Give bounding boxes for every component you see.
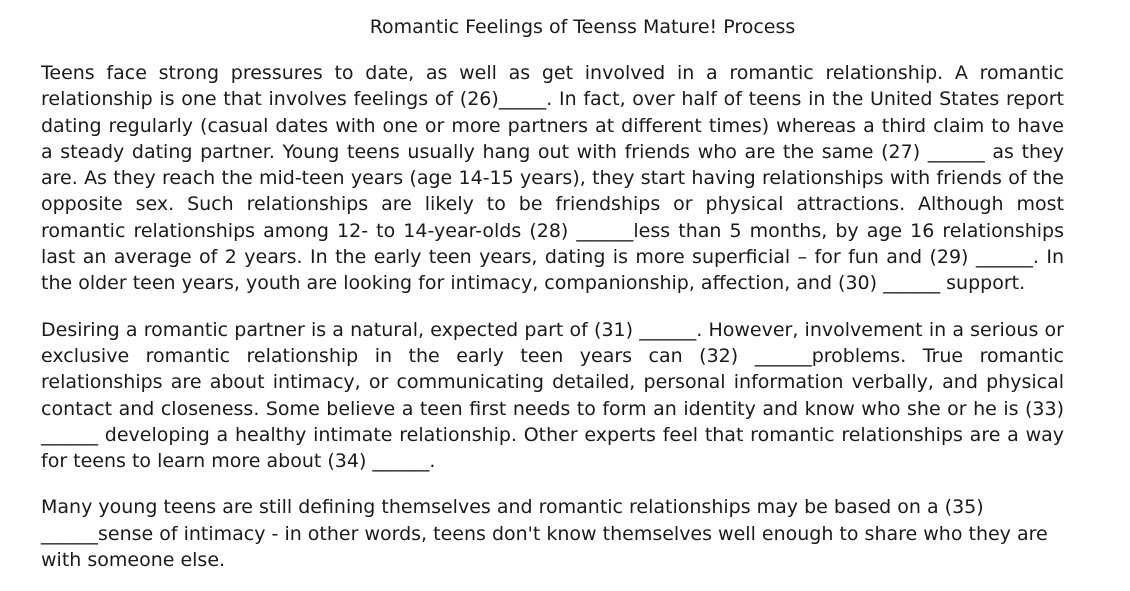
paragraph-3: Many young teens are still defining themselves and romantic relationships may be based on a (35) ______sense of intimacy - in other words, teens don't know themselves well enough to share who they are with someone else. <box>41 496 1048 572</box>
document-title: Romantic Feelings of Teenss Mature! Process <box>369 16 796 38</box>
paragraph-2: Desiring a romantic partner is a natural, expected part of (31) ______. However, involvement in a serious or exclusive romantic relationship in the early teen years can (32) ______problems. True romantic relationships are about intimacy, or communicating detailed, personal information verbally, and physical contact and closeness. Some believe a teen first needs to form an identity and know who she or he is (33) ______ developing a healthy intimate relationship. Other experts feel that romantic relationships are a way for teens to learn more about (34) ______. <box>41 318 1064 473</box>
paragraph-1: Teens face strong pressures to date, as well as get involved in a romantic relationship. A romantic relationship is one that involves feelings of (26)_____. In fact, over half of teens in the United States report dating regularly (casual dates with one or more partners at different times) whereas a third claim to have a steady dating partner. Young teens usually hang out with friends who are the same (27) ______ as they are. As they reach the mid-teen years (age 14-15 years), they start having relationships with friends of the opposite sex. Such relationships are likely to be friendships or physical attractions. Although most romantic relationships among 12- to 14-year-olds (28) ______less than 5 months, by age 16 relationships last an average of 2 years. In the early teen years, dating is more superficial – for fun and (29) ______. In the older teen years, youth are looking for intimacy, companionship, affection, and (30) ______ support. <box>41 62 1064 295</box>
